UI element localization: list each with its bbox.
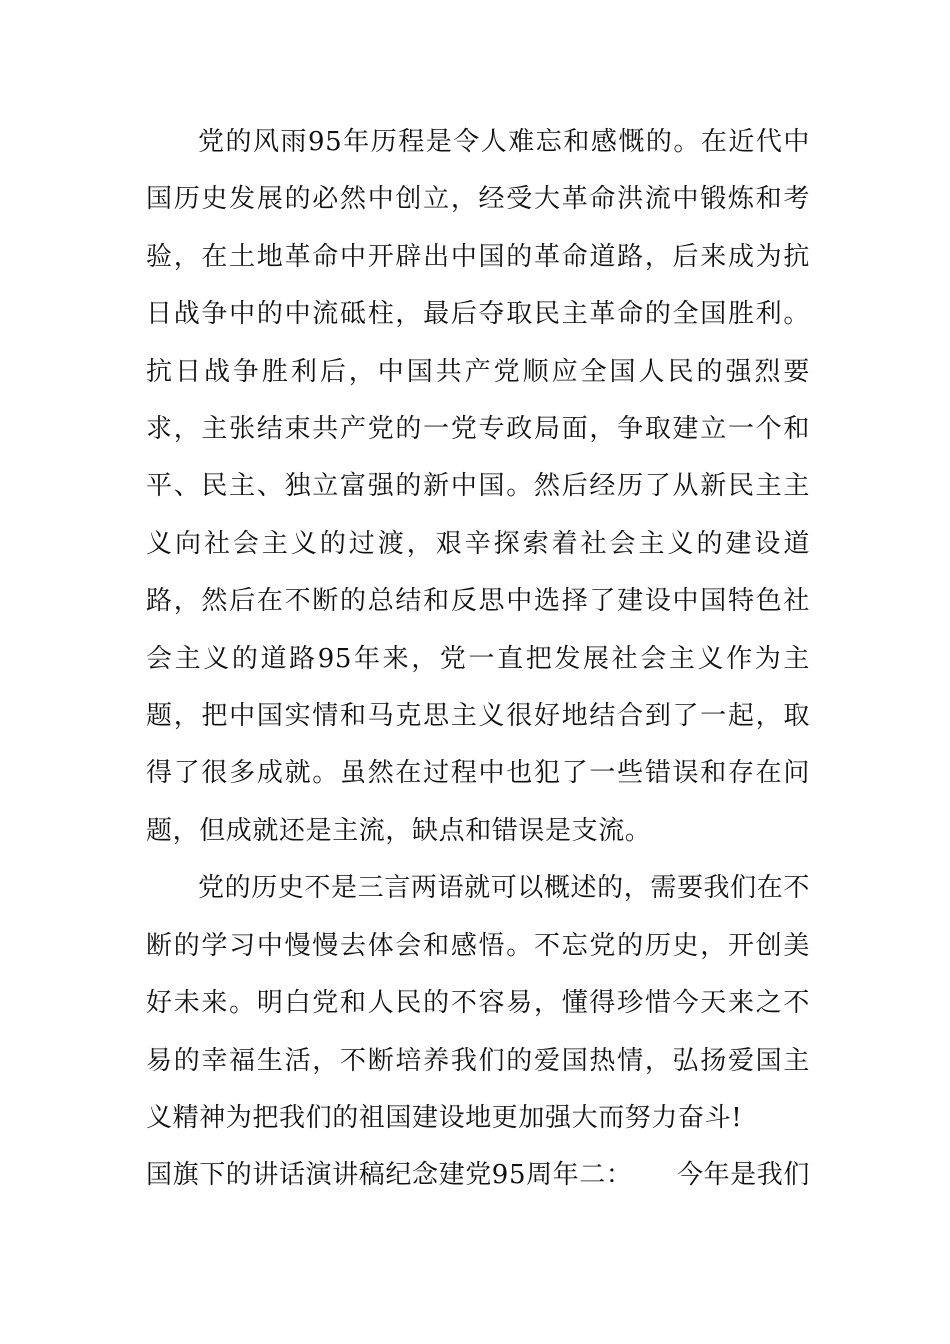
- section-lead-text: 今年是我们: [676, 1160, 810, 1191]
- paragraph-party-history: 党的风雨95年历程是令人难忘和感慨的。在近代中国历史发展的必然中创立，经受大革命洪流中锻炼和考验，在土地革命中开辟出中国的革命道路，后来成为抗日战争中的中流砥柱，最后夺取民主革命的全国胜利。抗日战争胜利后，中国共产党顺应全国人民的强烈要求，主张结束共产党的一党专政局面，争取建立一个和平、民主、独立富强的新中国。然后经历了从新民主主义向社会主义的过渡，艰辛探索着社会主义的建设道路，然后在不断的总结和反思中选择了建设中国特色社会主义的道路95年来，党一直把发展社会主义作为主题，把中国实情和马克思主义很好地结合到了一起，取得了很多成就。虽然在过程中也犯了一些错误和存在问题，但成就还是主流，缺点和错误是支流。: [146, 127, 810, 846]
- next-section-line: [146, 1147, 810, 1204]
- document-body: [146, 114, 810, 1205]
- paragraph-remember-history: 党的历史不是三言两语就可以概述的，需要我们在不断的学习中慢慢去体会和感悟。不忘党的历史，开创美好未来。明白党和人民的不容易，懂得珍惜今天来之不易的幸福生活，不断培养我们的爱国热情，弘扬爱国主义精神为把我们的祖国建设地更加强大而努力奋斗!: [146, 873, 810, 1133]
- section-title: 国旗下的讲话演讲稿纪念建党95周年二：: [146, 1160, 633, 1191]
